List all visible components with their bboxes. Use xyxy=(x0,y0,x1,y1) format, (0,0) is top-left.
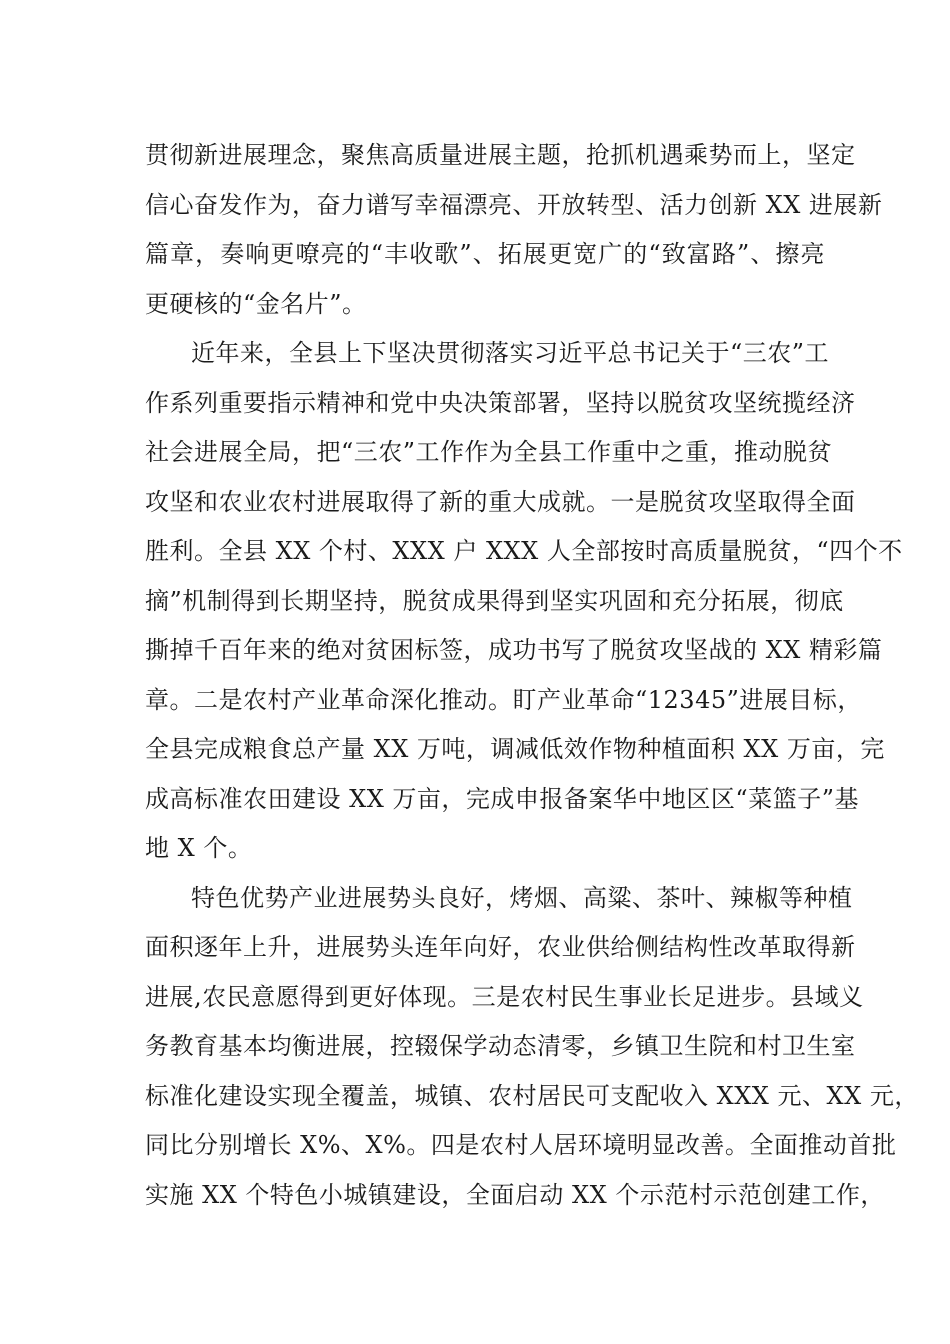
text-line: 信心奋发作为，奋力谱写幸福漂亮、开放转型、活力创新 XX 进展新 xyxy=(145,190,883,219)
paragraph-2 xyxy=(145,329,903,874)
text-line: 近年来，全县上下坚决贯彻落实习近平总书记关于“三农”工 xyxy=(191,339,830,367)
text-line: 特色优势产业进展势头良好，烤烟、高粱、茶叶、辣椒等种植 xyxy=(191,883,853,912)
text-line: 摘”机制得到长期坚持，脱贫成果得到坚实巩固和充分拓展，彻底 xyxy=(145,586,844,615)
document-body xyxy=(145,131,919,1220)
text-line: 更硬核的“金名片”。 xyxy=(145,289,367,318)
text-line: 章。二是农村产业革命深化推动。盯产业革命“12345”进展目标， xyxy=(145,685,862,714)
paragraph-1 xyxy=(145,131,883,329)
text-line: 地 X 个。 xyxy=(145,834,253,862)
text-line: 贯彻新进展理念，聚焦高质量进展主题，抢抓机遇乘势而上，坚定 xyxy=(145,141,856,169)
text-line: 成高标准农田建设 XX 万亩，完成申报备案华中地区区“菜篮子”基 xyxy=(145,784,859,813)
text-line: 实施 XX 个特色小城镇建设，全面启动 XX 个示范村示范创建工作， xyxy=(145,1180,885,1209)
text-line: 社会进展全局，把“三农”工作作为全县工作重中之重，推动脱贫 xyxy=(145,438,833,466)
text-line: 攻坚和农业农村进展取得了新的重大成就。一是脱贫攻坚取得全面 xyxy=(145,487,856,516)
text-line: 作系列重要指示精神和党中央决策部署，坚持以脱贫攻坚统揽经济 xyxy=(145,388,856,417)
text-line: 胜利。全县 XX 个村、XXX 户 XXX 人全部按时高质量脱贫，“四个不 xyxy=(145,537,903,565)
text-line: 同比分别增长 X%、X%。四是农村人居环境明显改善。全面推动首批 xyxy=(145,1131,897,1159)
text-line: 篇章，奏响更嘹亮的“丰收歌”、拓展更宽广的“致富路”、擦亮 xyxy=(145,240,825,268)
text-line: 撕掉千百年来的绝对贫困标签，成功书写了脱贫攻坚战的 XX 精彩篇 xyxy=(145,636,883,664)
text-line: 全县完成粮食总产量 XX 万吨，调减低效作物种植面积 XX 万亩，完 xyxy=(145,735,885,763)
text-line: 进展,农民意愿得到更好体现。三是农村民生事业长足进步。县域义 xyxy=(145,982,864,1011)
text-line: 标准化建设实现全覆盖，城镇、农村居民可支配收入 XXX 元、XX 元， xyxy=(145,1081,919,1110)
text-line: 面积逐年上升，进展势头连年向好，农业供给侧结构性改革取得新 xyxy=(145,933,856,961)
text-line: 务教育基本均衡进展，控辍保学动态清零，乡镇卫生院和村卫生室 xyxy=(145,1032,856,1060)
paragraph-3 xyxy=(145,874,919,1221)
